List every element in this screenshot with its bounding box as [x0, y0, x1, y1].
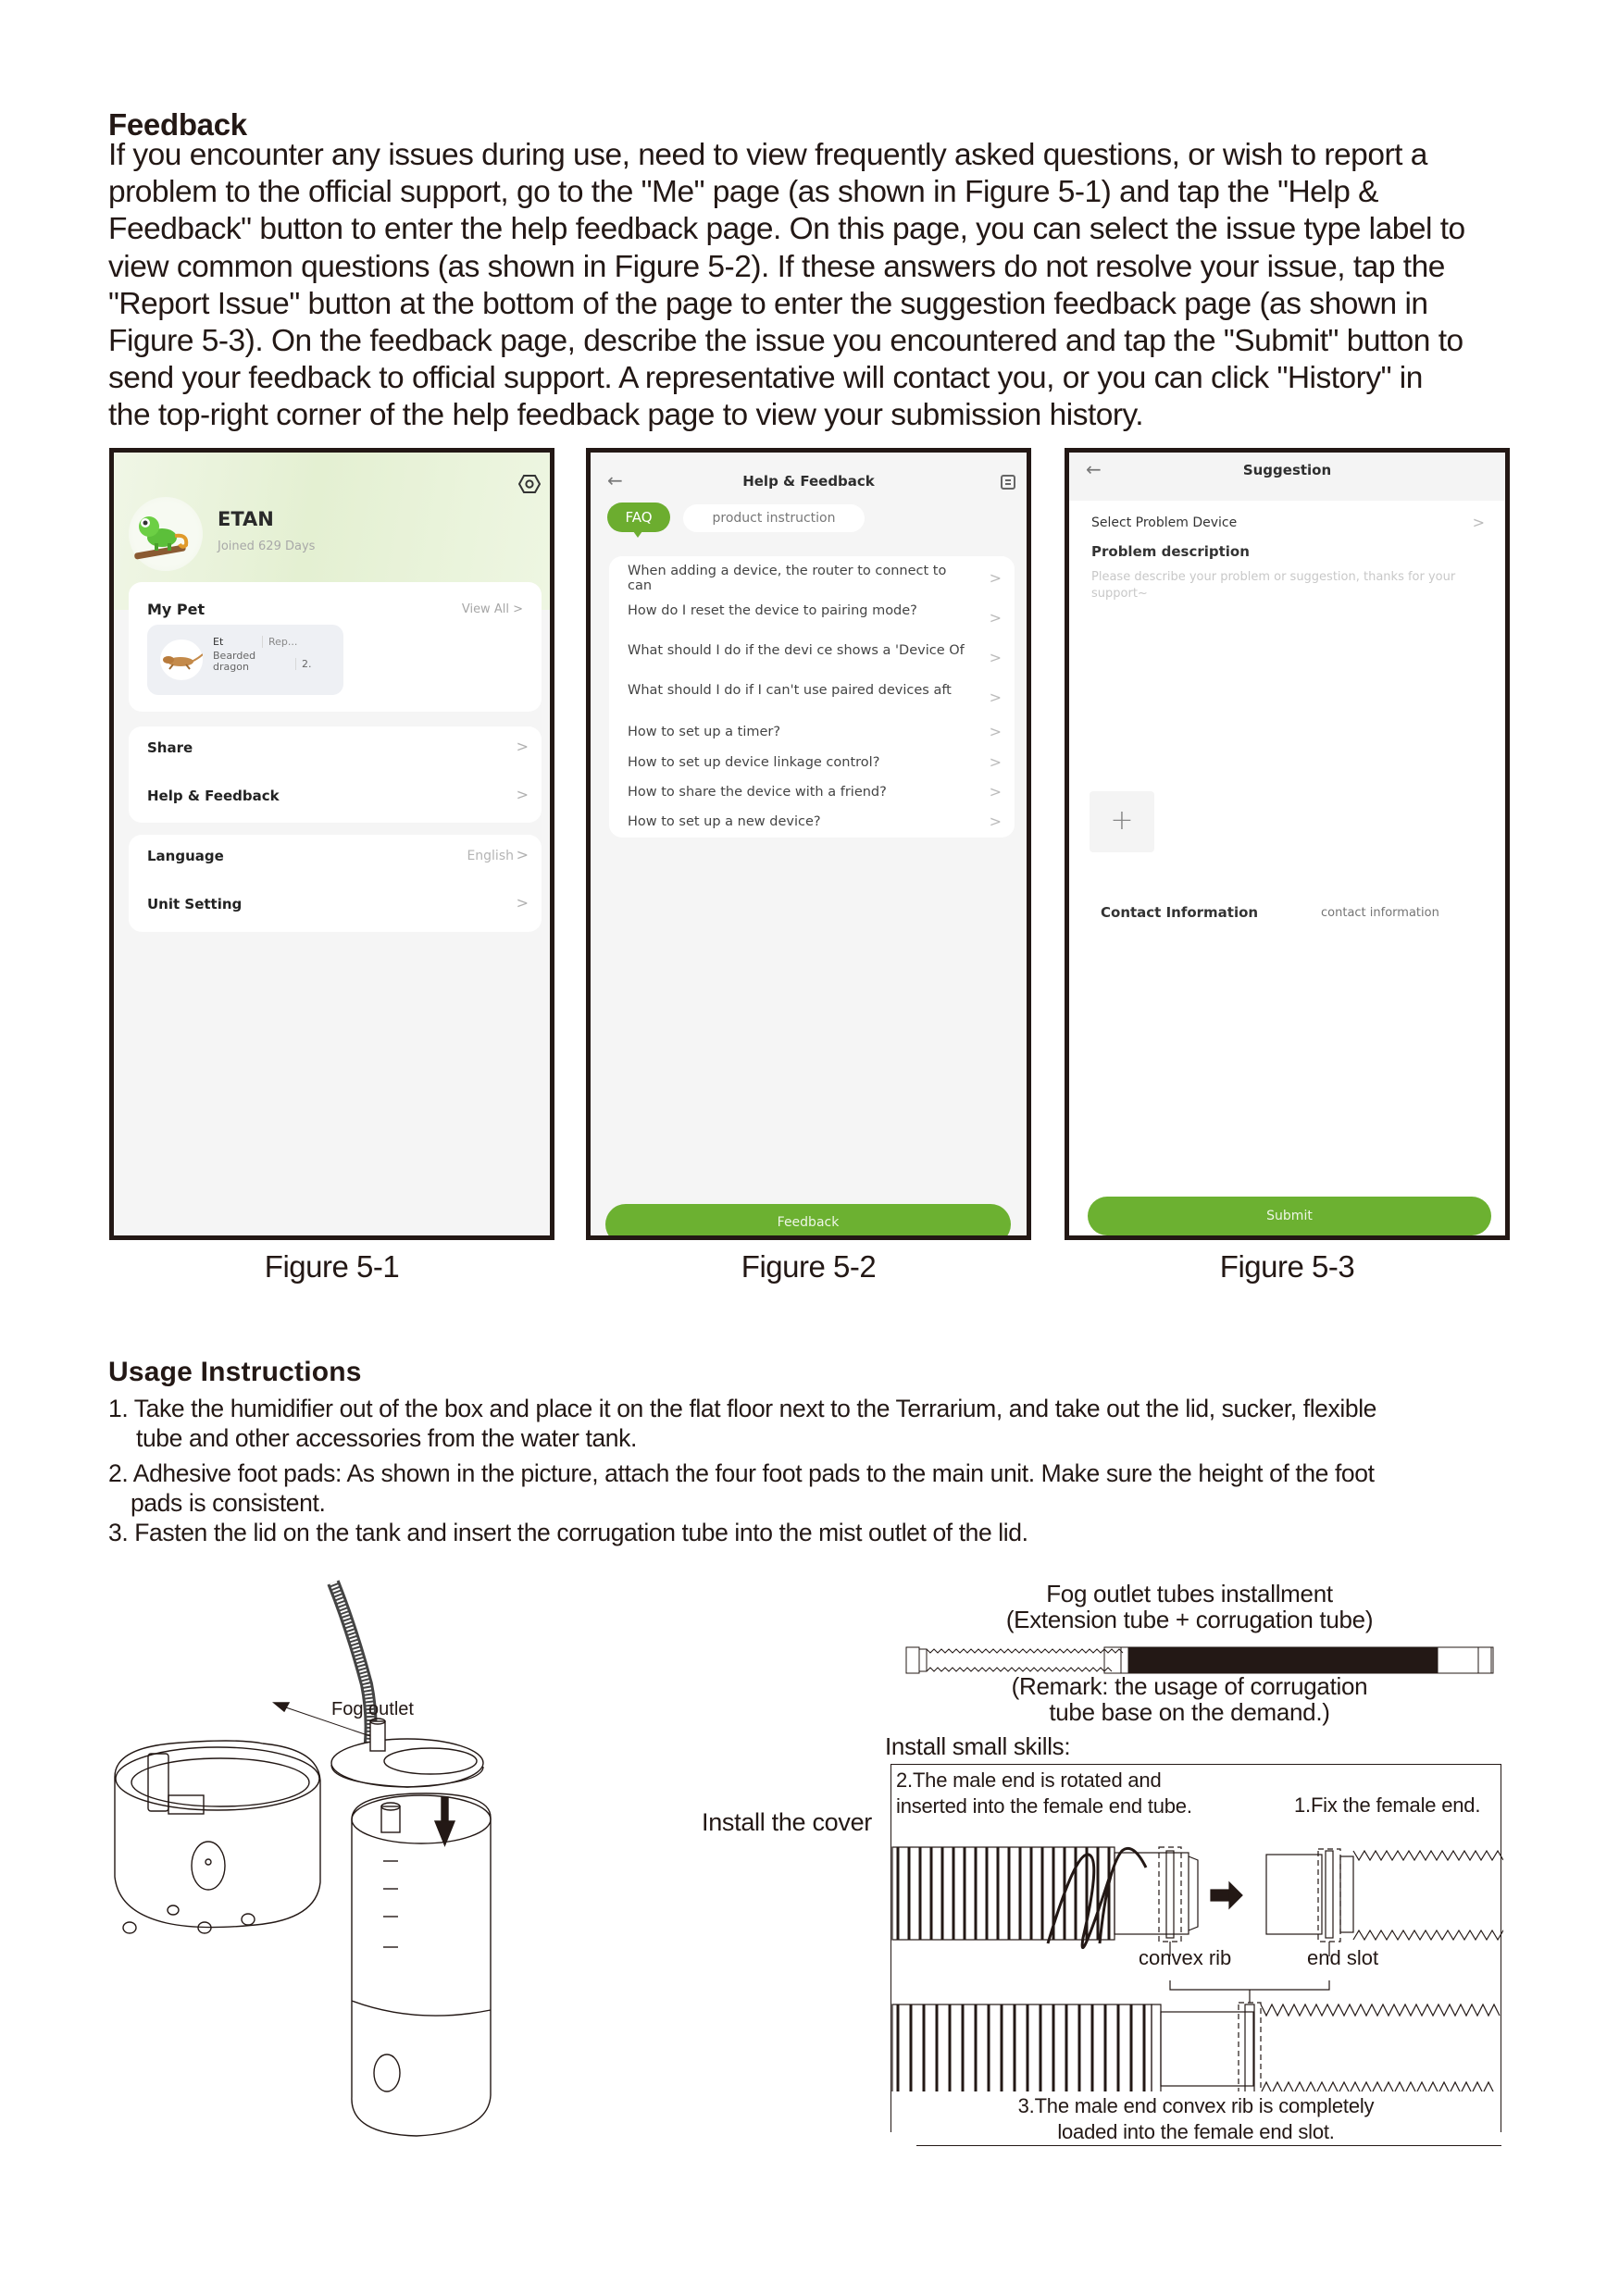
pet-card[interactable] — [147, 625, 343, 695]
chevron-right-icon: > — [516, 846, 529, 863]
faq-question: How to share the device with a friend? — [628, 785, 887, 800]
faq-list — [609, 556, 1015, 838]
paragraph-line: problem to the official support, go to the "Me" page (as shown in Figure 5-1) and tap the "Help & — [108, 175, 1379, 210]
menu-item-label: Language — [147, 848, 224, 864]
figure-5-2-caption: Figure 5-2 — [741, 1249, 877, 1284]
step-3-line-2: loaded into the female end slot. — [1057, 2120, 1335, 2143]
chevron-right-icon: > — [989, 689, 1002, 706]
feedback-paragraph — [108, 137, 1525, 435]
figure-5-1-caption: Figure 5-1 — [264, 1249, 400, 1284]
menu-item-language[interactable] — [129, 835, 542, 883]
problem-description-label: Problem description — [1091, 543, 1250, 560]
paragraph-line: send your feedback to official support. A representative will contact you, or you can click "History" in — [108, 361, 1423, 396]
menu-item-help-feedback[interactable] — [129, 775, 542, 823]
add-image-button[interactable] — [1090, 791, 1154, 852]
extension-tube-diagram — [905, 1645, 1503, 1675]
problem-description-input[interactable]: Please describe your problem or suggestion, thanks for your support~ — [1091, 570, 1456, 601]
plus-icon: + — [1110, 804, 1134, 837]
faq-item[interactable] — [609, 600, 1015, 637]
view-all-link[interactable] — [462, 602, 523, 616]
figure-5-2-help-screen — [586, 448, 1031, 1240]
tab-product-instruction[interactable]: product instruction — [683, 504, 865, 532]
step-2-line-1: 2.The male end is rotated and — [896, 1769, 1162, 1792]
back-arrow-icon[interactable]: ← — [607, 469, 623, 491]
feedback-button[interactable]: Feedback — [605, 1204, 1011, 1240]
paragraph-line: If you encounter any issues during use, need to view frequently asked questions, or wish to report a — [108, 138, 1427, 172]
faq-item[interactable] — [609, 679, 1015, 716]
avatar[interactable] — [129, 497, 203, 571]
submit-button[interactable]: Submit — [1088, 1197, 1491, 1235]
back-arrow-icon[interactable]: ← — [1086, 458, 1102, 480]
faq-question: What should I do if the devi ce shows a 'Device Of — [628, 643, 965, 658]
faq-item[interactable] — [609, 811, 1015, 838]
paragraph-line: Feedback" button to enter the help feedback page. On this page, you can select the issue type label to — [108, 212, 1465, 247]
skills-box-bottom-rule — [916, 2145, 1501, 2146]
remark-line-2: tube base on the demand.) — [1049, 1698, 1330, 1726]
convex-rib-label: convex rib — [1139, 1946, 1232, 1969]
chevron-right-icon: > — [516, 738, 529, 755]
figure-5-3-suggestion-screen — [1065, 448, 1510, 1240]
paragraph-line: view common questions (as shown in Figure 5-2). If these answers do not resolve your issue, tap the — [108, 249, 1445, 284]
menu-item-label: Share — [147, 739, 193, 756]
menu-item-label: Help & Feedback — [147, 788, 280, 804]
gear-icon[interactable] — [518, 473, 541, 495]
step-2-line-1: 2. Adhesive foot pads: As shown in the picture, attach the four foot pads to the main unit. Make sure the height of the foot — [108, 1459, 1375, 1487]
faq-item[interactable] — [609, 560, 1015, 597]
usage-heading: Usage Instructions — [108, 1357, 362, 1387]
chevron-right-icon: > — [989, 609, 1002, 627]
menu-group-2 — [129, 835, 542, 932]
step-1-line-1: 1. Take the humidifier out of the box and place it on the flat floor next to the Terrarium, and take out the lid, sucker, flexible — [108, 1395, 1377, 1422]
faq-question: How to set up a timer? — [628, 725, 781, 739]
chevron-right-icon: > — [516, 786, 529, 803]
pet-category: Rep... — [262, 636, 297, 648]
select-problem-device-row[interactable] — [1069, 508, 1505, 541]
fog-outlet-label: Fog outlet — [331, 1699, 414, 1719]
chameleon-icon — [129, 497, 203, 571]
faq-question: How to set up device linkage control? — [628, 755, 880, 770]
step-2-line-2: pads is consistent. — [131, 1489, 326, 1517]
faq-question: When adding a device, the router to connect to can — [628, 564, 947, 593]
chevron-right-icon: > — [1472, 514, 1485, 531]
select-device-label: Select Problem Device — [1091, 515, 1238, 530]
paragraph-line: the top-right corner of the help feedback page to view your submission history. — [108, 398, 1144, 433]
paragraph-line: "Report Issue" button at the bottom of the page to enter the suggestion feedback page (as shown in — [108, 286, 1428, 321]
chevron-right-icon: > — [516, 894, 529, 912]
pet-name: Et — [213, 636, 224, 648]
usage-steps — [108, 1394, 1534, 1547]
remark-note — [889, 1673, 1490, 1725]
my-pet-card — [129, 582, 542, 712]
step-1-line-2: tube and other accessories from the water tank. — [136, 1424, 637, 1452]
step-3-line-1: 3. Fasten the lid on the tank and insert the corrugation tube into the mist outlet of the lid. — [108, 1519, 1028, 1546]
faq-question: How do I reset the device to pairing mode? — [628, 603, 917, 618]
skill-step-1: 1.Fix the female end. — [1294, 1793, 1481, 1817]
menu-group-1 — [129, 726, 542, 823]
figure-5-1-me-screen — [109, 448, 554, 1240]
humidifier-assembly-diagram — [102, 1573, 898, 2184]
tab-faq[interactable]: FAQ — [607, 503, 670, 532]
pet-age: 2. — [295, 658, 312, 670]
chevron-right-icon: > — [989, 783, 1002, 800]
my-pet-title: My Pet — [147, 601, 205, 618]
faq-item[interactable] — [609, 639, 1015, 676]
language-value: English — [467, 849, 514, 863]
faq-question: How to set up a new device? — [628, 814, 821, 829]
chevron-right-icon: > — [989, 813, 1002, 830]
joined-days: Joined 629 Days — [218, 540, 316, 553]
faq-item[interactable] — [609, 721, 1015, 749]
feedback-heading: Feedback — [108, 107, 247, 142]
install-cover-label: Install the cover — [702, 1808, 872, 1836]
pet-species: Bearded dragon — [213, 650, 256, 673]
user-name: ETAN — [218, 508, 274, 530]
water-tank — [352, 1793, 491, 2136]
faq-question: What should I do if I can't use paired devices aft — [628, 683, 952, 698]
chevron-right-icon: > — [989, 723, 1002, 740]
chevron-right-icon: > — [989, 569, 1002, 587]
chevron-right-icon: > — [989, 753, 1002, 771]
tubes-title — [889, 1581, 1490, 1632]
chevron-right-icon: > — [989, 649, 1002, 666]
faq-item[interactable] — [609, 781, 1015, 809]
step-3-line-1: 3.The male end convex rib is completely — [1017, 2094, 1375, 2117]
menu-item-label: Unit Setting — [147, 896, 243, 912]
view-all-label: View All — [461, 602, 509, 616]
menu-item-share[interactable] — [129, 726, 542, 775]
history-document-icon[interactable] — [1001, 475, 1015, 490]
menu-item-unit-setting[interactable] — [129, 883, 542, 931]
remark-line-1: (Remark: the usage of corrugation — [1011, 1672, 1368, 1700]
paragraph-line: Figure 5-3). On the feedback page, describe the issue you encountered and tap the "Submit" button to — [108, 324, 1463, 359]
contact-information-label: Contact Information — [1101, 904, 1259, 921]
page-title: Help & Feedback — [742, 473, 875, 490]
install-small-skills-label: Install small skills: — [885, 1732, 1071, 1760]
contact-information-input[interactable] — [1321, 906, 1469, 920]
figure-5-3-caption: Figure 5-3 — [1219, 1249, 1355, 1284]
end-slot-label: end slot — [1307, 1946, 1379, 1969]
pet-image — [160, 639, 203, 680]
skill-step-3 — [890, 2093, 1501, 2145]
tubes-title-line-2: (Extension tube + corrugation tube) — [1005, 1606, 1374, 1633]
faq-item[interactable] — [609, 751, 1015, 779]
page-title: Suggestion — [1242, 462, 1332, 478]
chevron-right-icon: > — [513, 602, 523, 616]
bearded-dragon-icon — [160, 639, 203, 680]
lid — [331, 1739, 483, 1787]
tubes-title-line-1: Fog outlet tubes installment — [1046, 1580, 1333, 1607]
step-2-line-2: inserted into the female end tube. — [896, 1794, 1192, 1818]
skill-step-2 — [896, 1768, 1192, 1819]
